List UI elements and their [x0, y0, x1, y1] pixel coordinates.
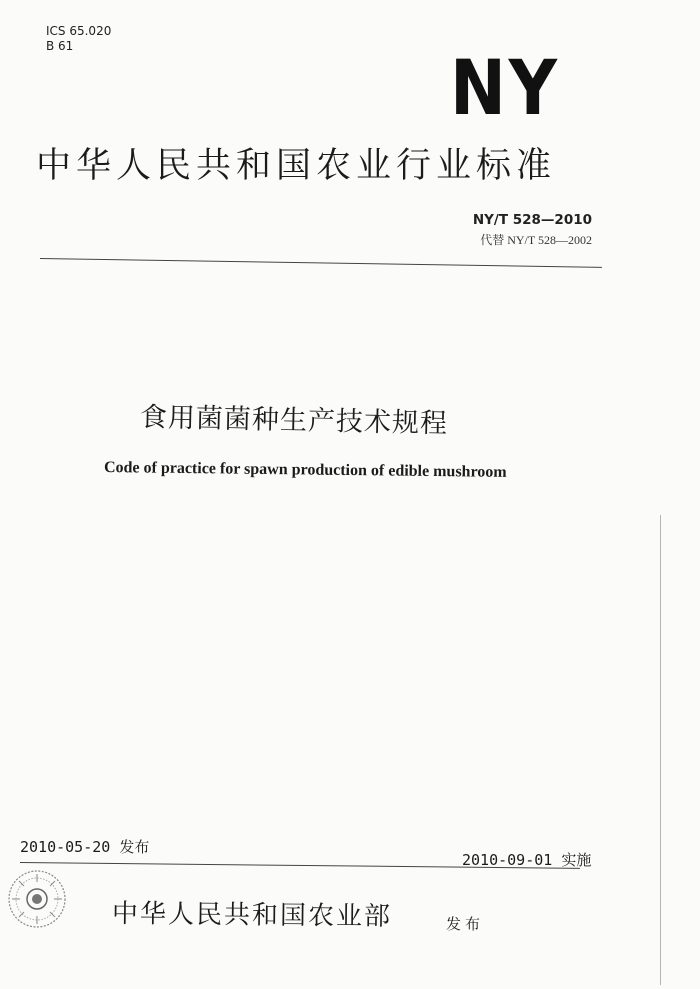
- implement-date: 2010-09-01 实施: [462, 851, 592, 869]
- ministry-seal-icon: [6, 868, 68, 930]
- class-code: B 61: [46, 39, 74, 53]
- replaces-note: 代替 NY/T 528—2002: [480, 233, 592, 247]
- document-title-chinese: 食用菌菌种生产技术规程: [139, 402, 449, 440]
- ics-block: [46, 24, 111, 54]
- standard-category-title: 中华人民共和国农业行业标准: [36, 146, 557, 186]
- publish-date: 2010-05-20 发布: [20, 838, 150, 856]
- page-edge-line: [660, 515, 661, 985]
- ny-logo: NY: [450, 43, 560, 132]
- document-title-english: Code of practice for spawn production of edible mushroom: [103, 459, 507, 481]
- issuer-action: 发布: [446, 915, 485, 933]
- standard-number: NY/T 528—2010: [472, 212, 592, 228]
- ics-code: ICS 65.020: [46, 24, 112, 38]
- header-rule: [40, 258, 602, 268]
- issuer-name: 中华人民共和国农业部: [111, 899, 393, 932]
